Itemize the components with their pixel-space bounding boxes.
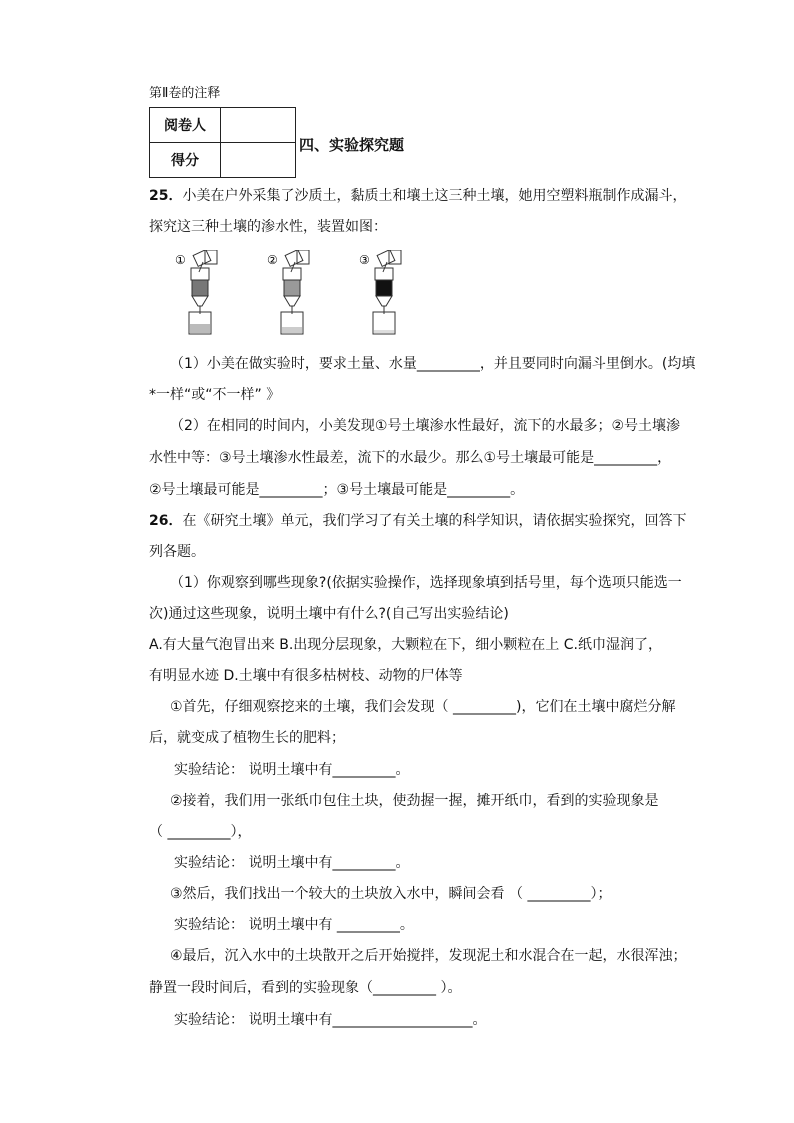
- q26-stem-line1: 26．在《研究土壤》单元，我们学习了有关土壤的科学知识，请依据实验探究，回答下: [149, 513, 687, 529]
- q26-number: 26．: [149, 513, 183, 529]
- q25-sub1-line2: *一样“或“不一样” 》: [149, 387, 281, 403]
- apparatus-2: [267, 250, 309, 334]
- q26-step4-line2: 静置一段时间后，看到的实验现象（_________ ）。: [149, 980, 462, 996]
- apparatus-label-3: ③: [359, 253, 370, 267]
- q26-step3: ③然后，我们找出一个较大的土块放入水中，瞬间会看 （ _________）；: [170, 886, 612, 902]
- q26-options-line1: A.有大量气泡冒出来 B.出现分层现象，大颗粒在下，细小颗粒在上 C.纸巾湿润了，: [149, 637, 662, 653]
- apparatus-label-2: ②: [267, 253, 278, 267]
- q26-conclusion3: 实验结论： 说明土壤中有 _________。: [174, 917, 414, 933]
- q26-step1-line1: ①首先，仔细观察挖来的土壤，我们会发现（ _________)，它们在土壤中腐烂分解: [170, 699, 676, 715]
- q26-stem-line2: 列各题。: [149, 544, 205, 560]
- q26-conclusion2: 实验结论： 说明土壤中有_________。: [174, 855, 410, 871]
- apparatus-label-1: ①: [175, 253, 186, 267]
- q26-step1-line2: 后，就变成了植物生长的肥料；: [149, 730, 345, 746]
- score-cell[interactable]: [221, 143, 296, 178]
- score-label: 得分: [150, 143, 221, 178]
- apparatus-1: [175, 250, 217, 334]
- q26-conclusion4: 实验结论： 说明土壤中有____________________。: [174, 1012, 487, 1028]
- q25-stem-line1: 25．小美在户外采集了沙质土，黏质土和壤土这三种土壤，她用空塑料瓶制作成漏斗，: [149, 188, 687, 204]
- score-table: [149, 107, 296, 178]
- q26-step2-line2: （ _________），: [149, 824, 252, 840]
- funnel-apparatus-figure: [175, 250, 435, 340]
- apparatus-3: [359, 250, 401, 334]
- q25-sub1-line1: （1）小美在做实验时，要求土量、水量_________，并且要同时向漏斗里倒水。(均填: [170, 356, 696, 372]
- q25-sub2-line1: （2）在相同的时间内，小美发现①号土壤渗水性最好，流下的水最多；②号土壤渗: [170, 418, 681, 434]
- q26-options-line2: 有明显水迹 D.土壤中有很多枯树枝、动物的尸体等: [149, 668, 463, 684]
- q26-sub1-line1: （1）你观察到哪些现象?(依据实验操作，选择现象填到括号里，每个选项只能选一: [170, 575, 682, 591]
- section-title: 四、实验探究题: [299, 136, 405, 154]
- q26-conclusion1: 实验结论： 说明土壤中有_________。: [174, 762, 410, 778]
- q26-sub1-line2: 次)通过这些现象，说明土壤中有什么?(自己写出实验结论): [149, 606, 509, 622]
- q25-sub2-line3: ②号土壤最可能是_________；③号土壤最可能是_________。: [149, 482, 525, 498]
- q25-number: 25．: [149, 188, 183, 204]
- q26-step4-line1: ④最后，沉入水中的土块散开之后开始搅拌，发现泥土和水混合在一起，水很浑浊；: [170, 948, 687, 964]
- q25-sub2-line2: 水性中等：③号土壤渗水性最差，流下的水最少。那么①号土壤最可能是_________，: [149, 450, 672, 466]
- q25-stem-line2: 探究这三种土壤的渗水性，装置如图：: [149, 219, 387, 235]
- section-note: 第Ⅱ卷的注释: [149, 86, 221, 101]
- q26-step2-line1: ②接着，我们用一张纸巾包住土块，使劲握一握，摊开纸巾，看到的实验现象是: [170, 793, 659, 809]
- reviewer-cell[interactable]: [221, 108, 296, 143]
- reviewer-label: 阅卷人: [150, 108, 221, 143]
